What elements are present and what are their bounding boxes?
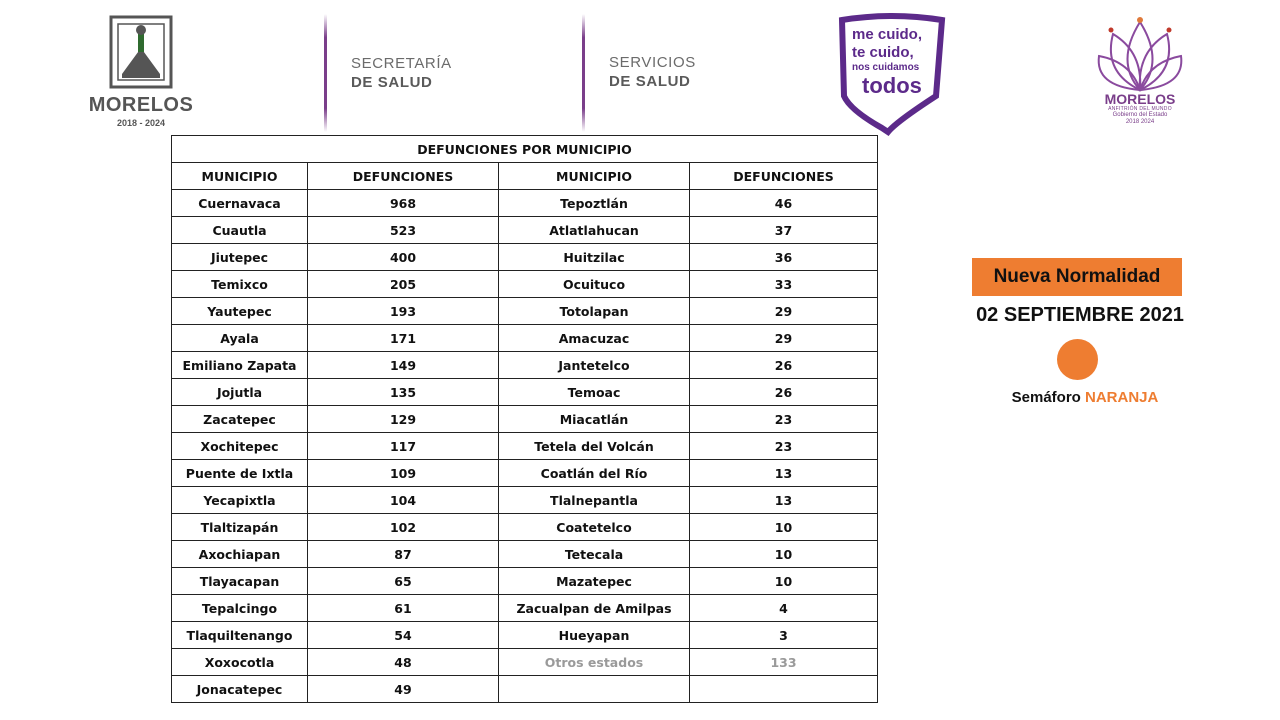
defunciones-cell: 65 (308, 568, 499, 595)
defunciones-cell (690, 676, 878, 703)
municipio-cell: Cuautla (172, 217, 308, 244)
campaign-logo (836, 12, 948, 136)
table-row (172, 676, 878, 703)
defunciones-cell: 193 (308, 298, 499, 325)
semaforo-color-name: NARANJA (1085, 389, 1159, 406)
gobierno-logo-sub2: 2018 2024 (1125, 119, 1155, 125)
report-date: 02 SEPTIEMBRE 2021 (976, 304, 1184, 326)
defunciones-cell: 523 (308, 217, 499, 244)
municipio-cell: Tlaquiltenango (172, 622, 308, 649)
defunciones-cell: 37 (690, 217, 878, 244)
column-header: MUNICIPIO (499, 163, 690, 190)
defunciones-cell: 133 (690, 649, 878, 676)
defunciones-cell: 4 (690, 595, 878, 622)
municipio-cell: Jonacatepec (172, 676, 308, 703)
municipio-cell: Zacatepec (172, 406, 308, 433)
defunciones-cell: 87 (308, 541, 499, 568)
municipio-cell: Tlalnepantla (499, 487, 690, 514)
table-row (172, 514, 878, 541)
municipio-cell: Temoac (499, 379, 690, 406)
defunciones-cell: 61 (308, 595, 499, 622)
semaforo-status (960, 389, 1210, 406)
gobierno-morelos-logo (1090, 12, 1190, 126)
servicios-de-salud-label (609, 53, 696, 91)
municipio-cell: Puente de Ixtla (172, 460, 308, 487)
municipio-cell: Xoxocotla (172, 649, 308, 676)
table-row (172, 487, 878, 514)
defunciones-cell: 205 (308, 271, 499, 298)
semaforo-label: Semáforo (1011, 389, 1081, 406)
defunciones-cell: 49 (308, 676, 499, 703)
defunciones-cell: 149 (308, 352, 499, 379)
column-header: MUNICIPIO (172, 163, 308, 190)
municipio-cell: Cuernavaca (172, 190, 308, 217)
municipio-cell: Tlayacapan (172, 568, 308, 595)
gobierno-logo-sub1: Gobierno del Estado (1112, 112, 1168, 118)
defunciones-cell: 10 (690, 568, 878, 595)
municipio-cell: Axochiapan (172, 541, 308, 568)
municipio-cell: Tlaltizapán (172, 514, 308, 541)
municipio-cell: Otros estados (499, 649, 690, 676)
morelos-logo-years: 2018 - 2024 (116, 118, 166, 128)
municipio-cell: Jojutla (172, 379, 308, 406)
campaign-line1: me cuido, (852, 26, 923, 43)
municipio-cell (499, 676, 690, 703)
defunciones-cell: 968 (308, 190, 499, 217)
municipio-cell: Huitzilac (499, 244, 690, 271)
municipio-cell: Coatlán del Río (499, 460, 690, 487)
table-row (172, 325, 878, 352)
secretaria-line2: DE SALUD (351, 74, 433, 91)
table-row (172, 244, 878, 271)
table-row (172, 649, 878, 676)
lotus-flower-icon (1095, 12, 1185, 92)
table-row (172, 460, 878, 487)
defunciones-cell: 104 (308, 487, 499, 514)
municipio-cell: Jantetelco (499, 352, 690, 379)
municipio-cell: Tepalcingo (172, 595, 308, 622)
secretaria-de-salud-label (351, 54, 452, 92)
defunciones-cell: 109 (308, 460, 499, 487)
table-row (172, 190, 878, 217)
table-row (172, 352, 878, 379)
campaign-line3: nos cuidamos (852, 62, 920, 73)
deaths-by-municipality-table (171, 135, 878, 703)
secretaria-line1: SECRETARÍA (351, 55, 452, 72)
table-row (172, 298, 878, 325)
municipio-cell: Totolapan (499, 298, 690, 325)
municipio-cell: Hueyapan (499, 622, 690, 649)
defunciones-cell: 23 (690, 406, 878, 433)
defunciones-cell: 54 (308, 622, 499, 649)
header-divider (324, 14, 327, 132)
semaforo-indicator-dot (1057, 339, 1098, 380)
header-divider (582, 14, 585, 132)
column-header: DEFUNCIONES (308, 163, 499, 190)
defunciones-cell: 13 (690, 487, 878, 514)
municipio-cell: Tepoztlán (499, 190, 690, 217)
defunciones-cell: 36 (690, 244, 878, 271)
defunciones-cell: 29 (690, 325, 878, 352)
deaths-table (171, 135, 878, 703)
defunciones-cell: 400 (308, 244, 499, 271)
gobierno-logo-tagline: ANFITRIÓN DEL MUNDO (1108, 106, 1172, 112)
municipio-cell: Xochitepec (172, 433, 308, 460)
table-title: DEFUNCIONES POR MUNICIPIO (172, 136, 878, 163)
defunciones-cell: 171 (308, 325, 499, 352)
municipio-cell: Jiutepec (172, 244, 308, 271)
campaign-line4: todos (862, 73, 922, 98)
municipio-cell: Ocuituco (499, 271, 690, 298)
defunciones-cell: 10 (690, 514, 878, 541)
defunciones-cell: 33 (690, 271, 878, 298)
table-row (172, 568, 878, 595)
municipio-cell: Emiliano Zapata (172, 352, 308, 379)
coat-of-arms-icon (108, 14, 174, 90)
municipio-cell: Yecapixtla (172, 487, 308, 514)
defunciones-cell: 117 (308, 433, 499, 460)
table-row (172, 622, 878, 649)
municipio-cell: Temixco (172, 271, 308, 298)
servicios-line1: SERVICIOS (609, 54, 696, 71)
defunciones-cell: 48 (308, 649, 499, 676)
defunciones-cell: 135 (308, 379, 499, 406)
municipio-cell: Amacuzac (499, 325, 690, 352)
table-row (172, 406, 878, 433)
servicios-line2: DE SALUD (609, 73, 691, 90)
campaign-line2: te cuido, (852, 44, 914, 61)
table-row (172, 541, 878, 568)
morelos-logo-name: MORELOS (88, 94, 194, 116)
defunciones-cell: 129 (308, 406, 499, 433)
defunciones-cell: 26 (690, 352, 878, 379)
municipio-cell: Coatetelco (499, 514, 690, 541)
defunciones-cell: 3 (690, 622, 878, 649)
municipio-cell: Miacatlán (499, 406, 690, 433)
table-row (172, 595, 878, 622)
table-row (172, 217, 878, 244)
defunciones-cell: 13 (690, 460, 878, 487)
municipio-cell: Yautepec (172, 298, 308, 325)
municipio-cell: Zacualpan de Amilpas (499, 595, 690, 622)
municipio-cell: Ayala (172, 325, 308, 352)
defunciones-cell: 102 (308, 514, 499, 541)
municipio-cell: Tetecala (499, 541, 690, 568)
municipio-cell: Tetela del Volcán (499, 433, 690, 460)
gobierno-logo-name: MORELOS (1104, 91, 1176, 107)
morelos-state-logo (88, 14, 194, 128)
table-row (172, 271, 878, 298)
defunciones-cell: 23 (690, 433, 878, 460)
table-row (172, 379, 878, 406)
municipio-cell: Atlatlahucan (499, 217, 690, 244)
nueva-normalidad-badge: Nueva Normalidad (972, 258, 1182, 296)
defunciones-cell: 46 (690, 190, 878, 217)
defunciones-cell: 10 (690, 541, 878, 568)
table-row (172, 433, 878, 460)
municipio-cell: Mazatepec (499, 568, 690, 595)
column-header: DEFUNCIONES (690, 163, 878, 190)
defunciones-cell: 26 (690, 379, 878, 406)
defunciones-cell: 29 (690, 298, 878, 325)
